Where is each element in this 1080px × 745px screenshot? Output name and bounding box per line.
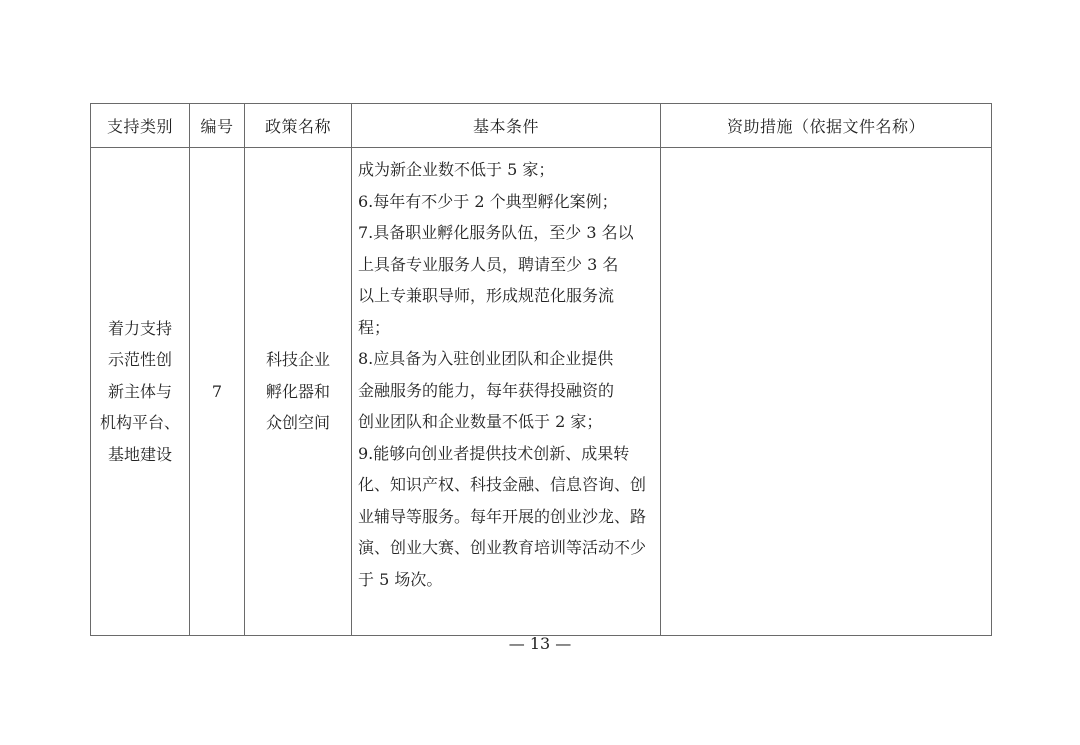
basic-conditions-cell (352, 148, 661, 636)
category-line: 示范性创 (107, 350, 172, 370)
policy-name-line: 科技企业 (265, 350, 330, 370)
support-category-cell (91, 148, 190, 636)
condition-line: 成为新企业数不低于 5 家； (358, 160, 555, 179)
condition-line: 8.应具备为入驻创业团队和企业提供 (358, 349, 614, 368)
category-line: 着力支持 (107, 318, 172, 338)
page-number: — 13 — (508, 634, 572, 653)
funding-measures-cell (661, 148, 992, 636)
condition-line: 化、知识产权、科技金融、信息咨询、创 (358, 475, 647, 494)
policy-name-line: 众创空间 (265, 413, 330, 433)
condition-line: 程； (358, 317, 391, 337)
policy-name-cell (245, 148, 352, 636)
condition-line: 上具备专业服务人员，聘请至少 3 名 (358, 254, 619, 274)
number-cell: 7 (190, 148, 245, 636)
policy-name-line: 孵化器和 (265, 381, 330, 401)
category-line: 机构平台、 (99, 413, 180, 433)
table-row (91, 148, 992, 636)
condition-line: 业辅导等服务。每年开展的创业沙龙、路 (358, 506, 647, 526)
header-support-category: 支持类别 (91, 104, 190, 148)
header-number: 编号 (190, 104, 245, 148)
condition-line: 6.每年有不少于 2 个典型孵化案例； (358, 191, 618, 211)
policy-table (90, 103, 992, 636)
header-policy-name: 政策名称 (245, 104, 352, 148)
category-line: 新主体与 (107, 381, 172, 401)
header-basic-conditions: 基本条件 (352, 104, 661, 148)
header-funding-measures: 资助措施（依据文件名称） (661, 104, 992, 148)
condition-line: 于 5 场次。 (358, 569, 443, 589)
condition-line: 金融服务的能力，每年获得投融资的 (358, 380, 615, 400)
condition-line: 7.具备职业孵化服务队伍，至少 3 名以 (358, 223, 634, 242)
condition-line: 以上专兼职导师，形成规范化服务流 (358, 286, 615, 305)
condition-line: 创业团队和企业数量不低于 2 家； (358, 412, 603, 431)
condition-line: 演、创业大赛、创业教育培训等活动不少 (358, 538, 647, 557)
condition-line: 9.能够向创业者提供技术创新、成果转 (358, 443, 630, 463)
category-line: 基地建设 (107, 444, 172, 464)
table-header-row (91, 104, 992, 148)
